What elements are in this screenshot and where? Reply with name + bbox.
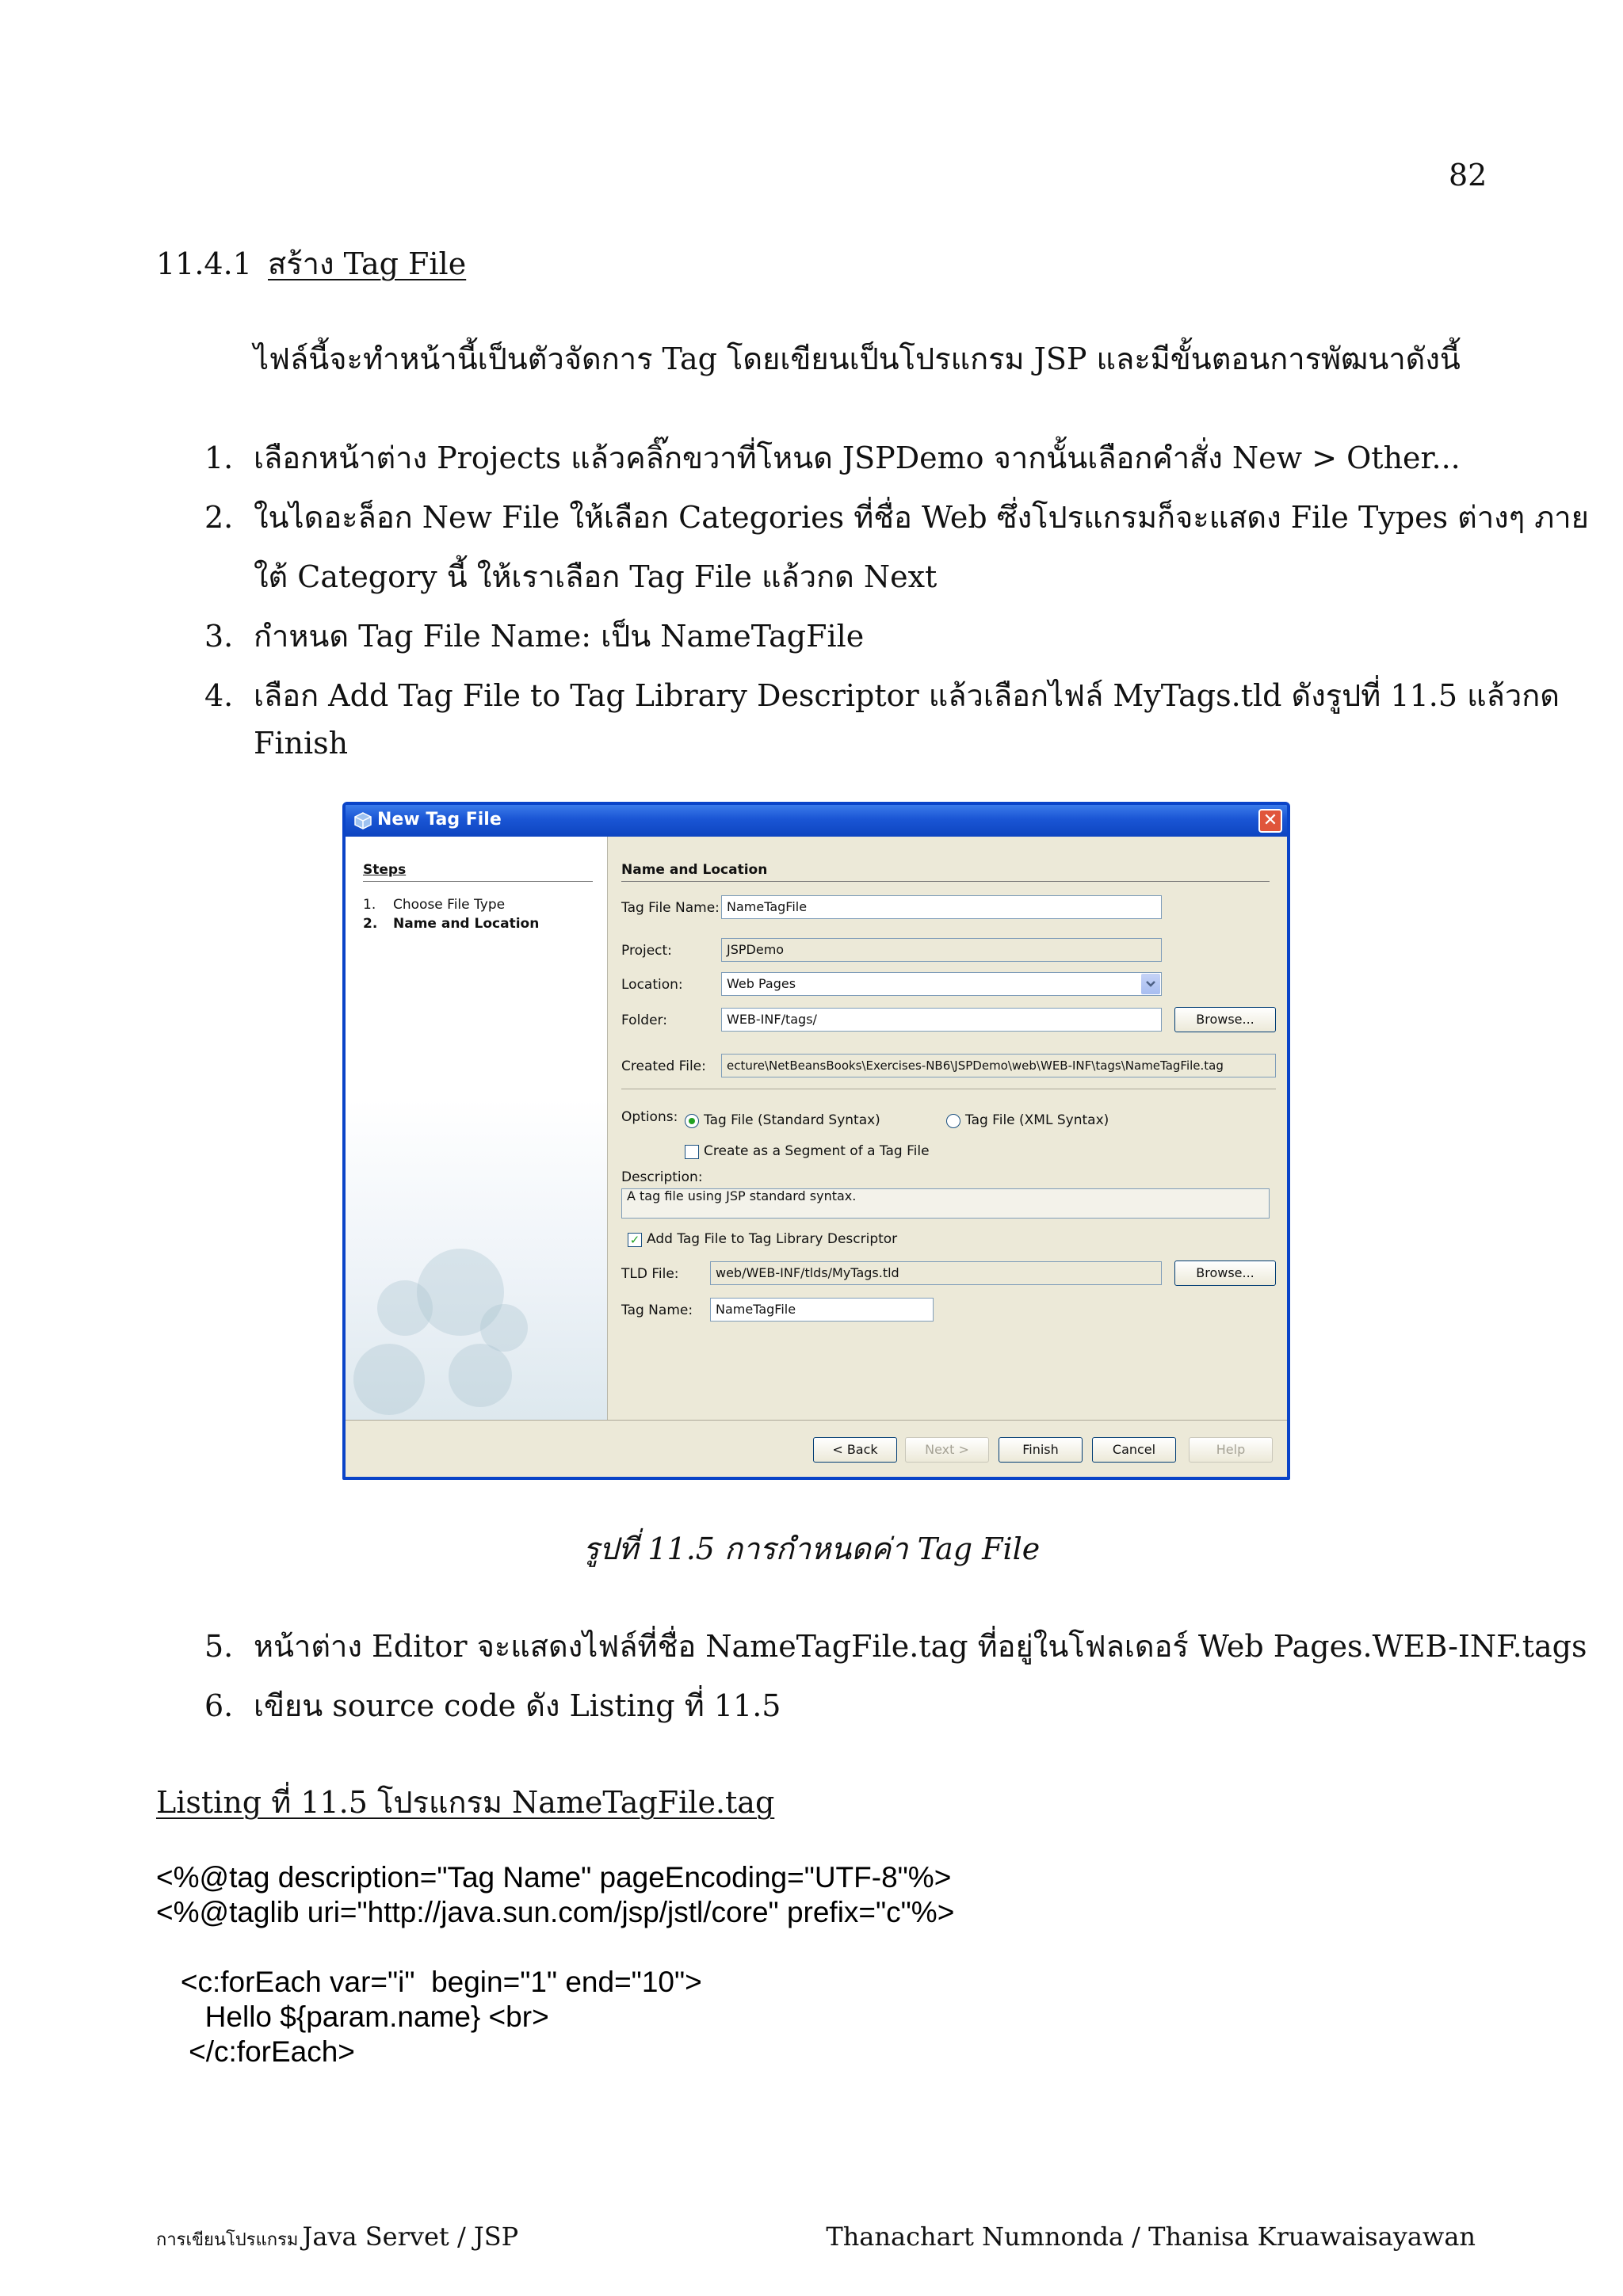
step-text: เลือก Add Tag File to Tag Library Descriptor แล้วเลือกไฟล์ MyTags.tld ดังรูปที่ 11.5 แล้วกด (254, 678, 1560, 713)
tld-file-label: TLD File: (621, 1266, 679, 1282)
browse-folder-button[interactable]: Browse... (1174, 1007, 1276, 1032)
step-text: หน้าต่าง Editor จะแสดงไฟล์ที่ชื่อ NameTagFile.tag ที่อยู่ในโฟลเดอร์ Web Pages.WEB-INF.tags (254, 1629, 1587, 1664)
step-text: เลือกหน้าต่าง Projects แล้วคลิ๊กขวาที่โหนด JSPDemo จากนั้นเลือกคำสั่ง New > Other... (254, 441, 1461, 475)
options-label: Options: (621, 1109, 678, 1125)
footer-left-small: การเขียนโปรแกรม (156, 2230, 299, 2250)
folder-label: Folder: (621, 1013, 667, 1028)
tld-file-field: web/WEB-INF/tlds/MyTags.tld (710, 1261, 1162, 1285)
panel-divider (621, 881, 1270, 882)
step-number: 4. (204, 678, 234, 713)
footer-authors: Thanachart Numnonda / Thanisa Kruawaisayawan (826, 2222, 1476, 2252)
step-index: 1. (363, 897, 376, 913)
code-line (156, 1930, 954, 1965)
new-tag-file-dialog (342, 802, 1290, 1480)
page-number: 82 (1449, 158, 1487, 193)
step-number: 3. (204, 619, 234, 654)
option-xml-syntax-label: Tag File (XML Syntax) (965, 1112, 1109, 1128)
chevron-down-icon[interactable] (1141, 974, 1160, 994)
description-label: Description: (621, 1169, 703, 1185)
step-number: 6. (204, 1688, 234, 1723)
code-line: </c:forEach> (156, 2035, 355, 2068)
next-button[interactable]: Next > (905, 1437, 989, 1463)
option-standard-syntax-label: Tag File (Standard Syntax) (704, 1112, 880, 1128)
finish-button[interactable]: Finish (999, 1437, 1083, 1463)
location-select[interactable] (721, 972, 1162, 996)
project-label: Project: (621, 943, 672, 959)
section-title: สร้าง Tag File (268, 246, 467, 281)
segment-checkbox[interactable] (685, 1145, 699, 1159)
radio-xml-syntax[interactable] (946, 1114, 960, 1128)
panel-heading: Name and Location (621, 862, 768, 878)
dialog-title: New Tag File (377, 810, 502, 830)
step-number: 1. (204, 441, 234, 475)
section-number: 11.4.1 (156, 246, 252, 281)
location-value: Web Pages (727, 976, 796, 991)
created-file-field: ecture\NetBeansBooks\Exercises-NB6\JSPDemo\web\WEB-INF\tags\NameTagFile.tag (721, 1054, 1276, 1077)
code-line: <%@tag description="Tag Name" pageEncoding="UTF-8"%> (156, 1861, 952, 1894)
folder-input[interactable]: WEB-INF/tags/ (721, 1008, 1162, 1032)
help-button[interactable]: Help (1189, 1437, 1273, 1463)
step-text: ใต้ Category นี้ ให้เราเลือก Tag File แล้วกด Next (254, 559, 938, 594)
radio-standard-syntax[interactable] (685, 1114, 699, 1128)
step-text: เขียน source code ดัง Listing ที่ 11.5 (254, 1688, 781, 1723)
cancel-button[interactable]: Cancel (1092, 1437, 1176, 1463)
add-tld-checkbox-label: Add Tag File to Tag Library Descriptor (647, 1231, 898, 1247)
tag-name-input[interactable]: NameTagFile (710, 1298, 934, 1322)
footer-left-course: Java Servet / JSP (302, 2222, 519, 2252)
code-block (156, 1860, 954, 2069)
add-tld-checkbox[interactable]: ✓ (628, 1233, 642, 1247)
figure-caption: รูปที่ 11.5 การกำหนดค่า Tag File (582, 1531, 1041, 1566)
step-number: 2. (204, 500, 234, 535)
project-field: JSPDemo (721, 938, 1162, 962)
description-field[interactable]: A tag file using JSP standard syntax. (621, 1188, 1270, 1219)
step-text: กำหนด Tag File Name: เป็น NameTagFile (254, 619, 865, 654)
step-index: 2. (363, 916, 378, 932)
dialog-titlebar (346, 805, 1287, 837)
intro-paragraph: ไฟล์นี้จะทำหน้านี้เป็นตัวจัดการ Tag โดยเขียนเป็นโปรแกรม JSP และมีขั้นตอนการพัฒนาดังนี้ (254, 341, 1461, 376)
browse-tld-button[interactable]: Browse... (1174, 1261, 1276, 1286)
tag-file-name-input[interactable]: NameTagFile (721, 895, 1162, 919)
steps-heading: Steps (363, 862, 407, 878)
listing-title: Listing ที่ 11.5 โปรแกรม NameTagFile.tag (156, 1785, 775, 1820)
steps-divider (363, 881, 593, 882)
back-button[interactable]: < Back (813, 1437, 897, 1463)
netbeans-cube-icon (353, 811, 372, 830)
step-number: 5. (204, 1629, 234, 1664)
segment-checkbox-label: Create as a Segment of a Tag File (704, 1143, 930, 1159)
code-line: Hello ${param.name} <br> (156, 2000, 549, 2033)
decorative-bubble (449, 1344, 512, 1407)
button-bar-divider (346, 1420, 1290, 1421)
code-line: <%@taglib uri="http://java.sun.com/jsp/jstl/core" prefix="c"%> (156, 1896, 955, 1928)
step-text: ในไดอะล็อก New File ให้เลือก Categories ที่ชื่อ Web ซึ่งโปรแกรมก็จะแสดง File Types ต่างๆ ภาย (254, 500, 1589, 535)
step-choose-file-type: Choose File Type (393, 897, 506, 913)
close-icon[interactable]: ✕ (1258, 809, 1282, 833)
created-file-label: Created File: (621, 1058, 706, 1074)
step-name-and-location: Name and Location (393, 916, 540, 932)
tag-name-label: Tag Name: (621, 1302, 693, 1318)
step-text: Finish (254, 726, 349, 761)
tag-file-name-label: Tag File Name: (621, 900, 720, 916)
location-label: Location: (621, 977, 683, 993)
decorative-bubble (353, 1344, 425, 1415)
footer-left (156, 2222, 518, 2253)
code-line: <c:forEach var="i" begin="1" end="10"> (156, 1966, 702, 1998)
